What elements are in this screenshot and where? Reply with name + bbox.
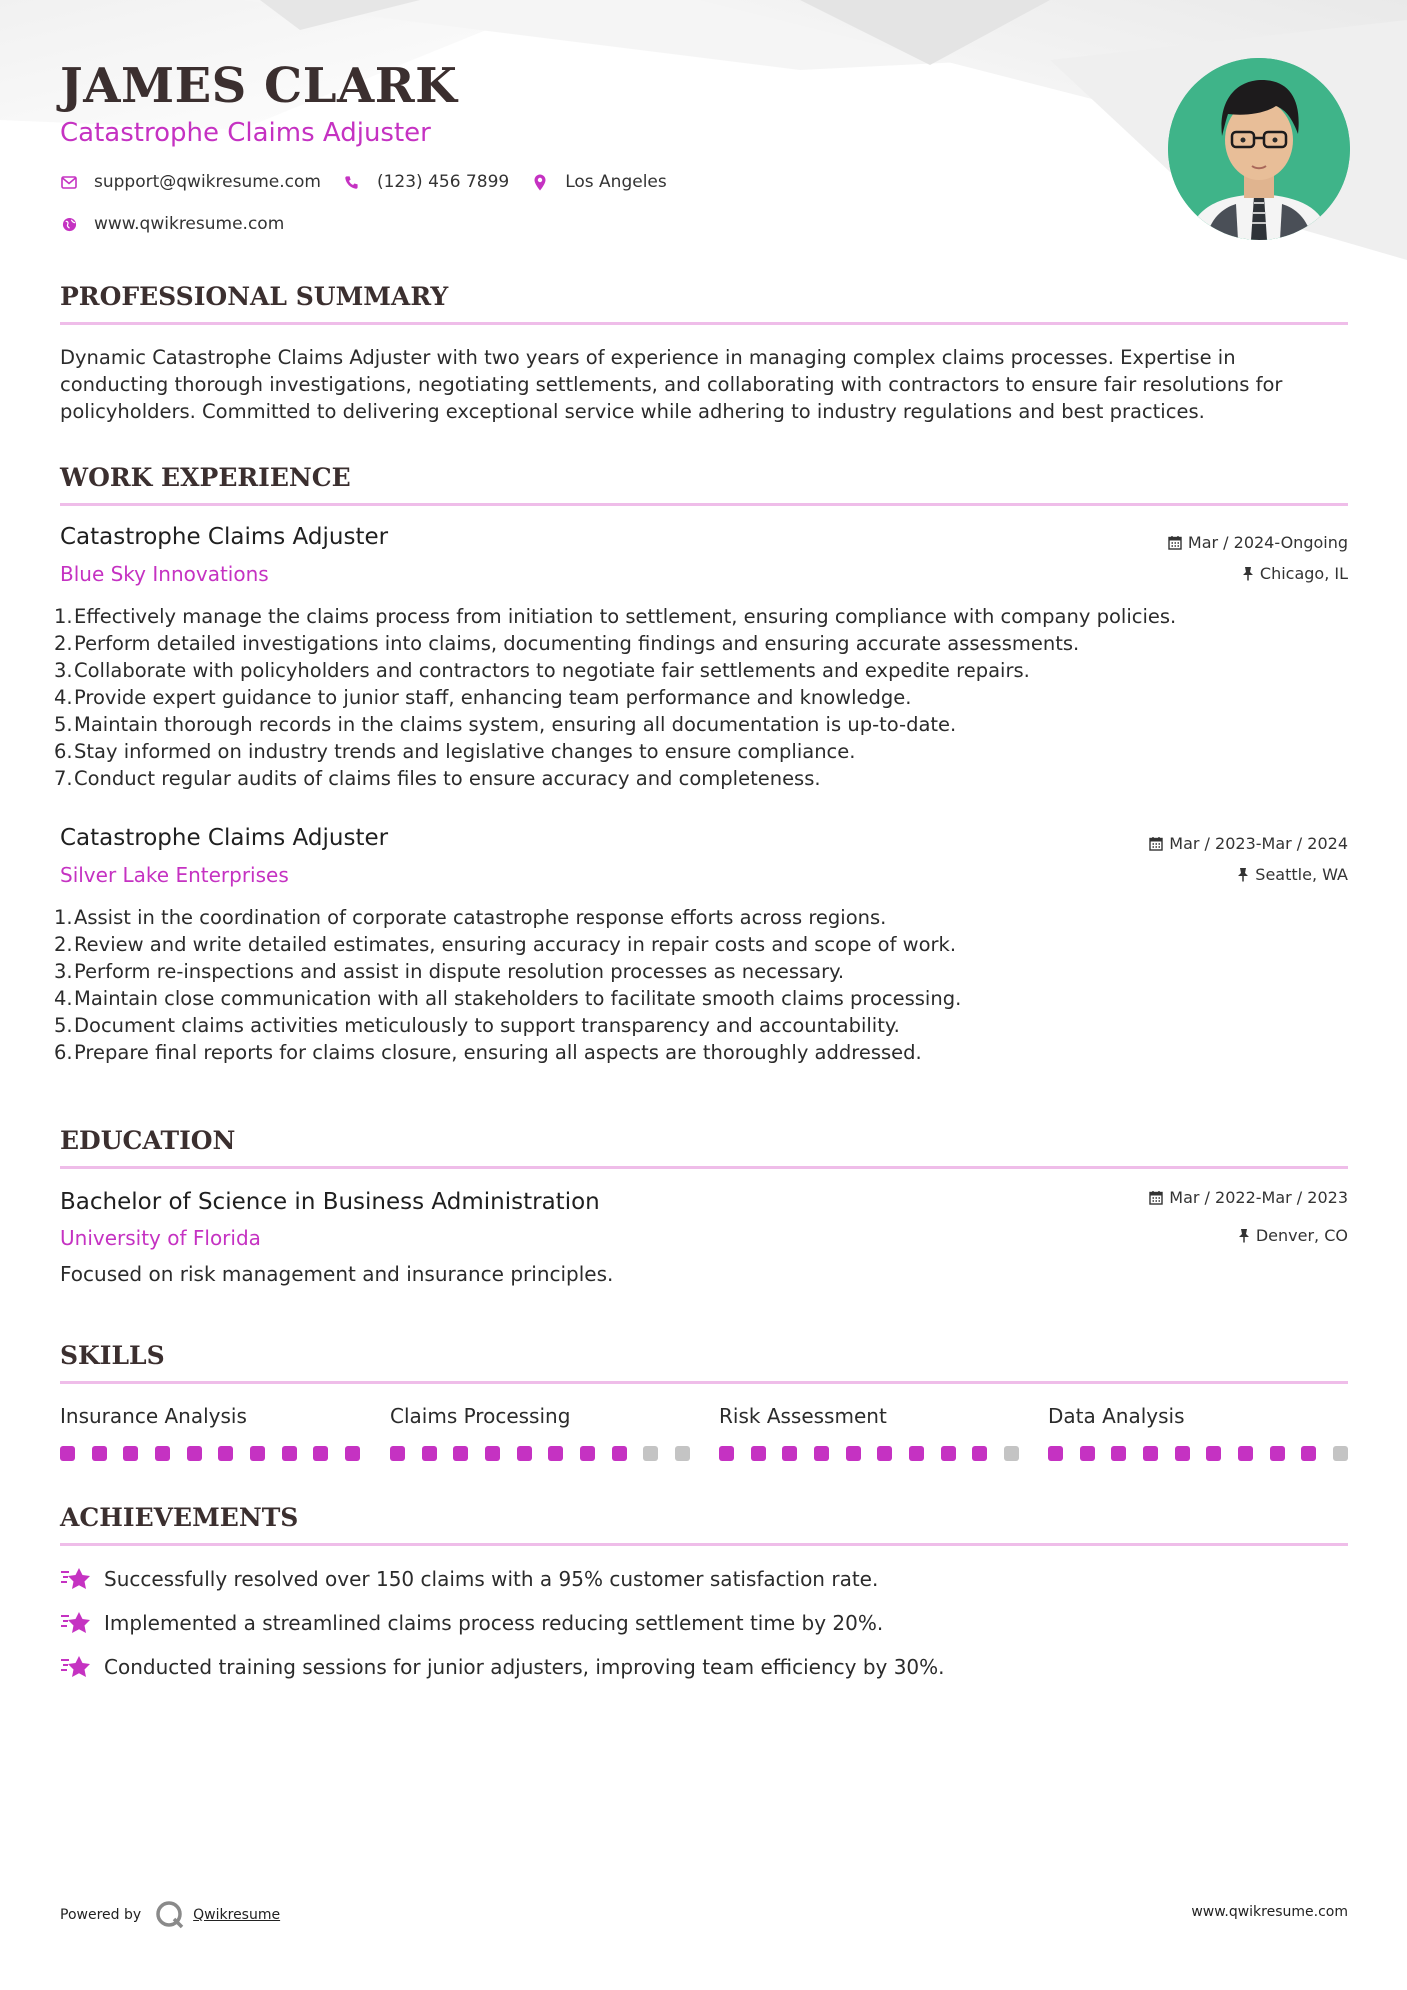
star-icon [60,1654,92,1680]
list-item: 1. Assist in the coordination of corporate catastrophe response efforts across regions. [54,906,887,929]
rating-dot-filled [422,1446,437,1461]
list-item: 6. Prepare final reports for claims closure, ensuring all aspects are thoroughly addressed. [54,1041,922,1064]
rating-dot-filled [390,1446,405,1461]
job-1-dates [1168,533,1348,552]
job-2-dates-text: Mar / 2023-Mar / 2024 [1169,834,1348,853]
achievements-heading: ACHIEVEMENTS [60,1503,299,1532]
rating-dot-filled [517,1446,532,1461]
skill-name: Risk Assessment [719,1404,887,1428]
rating-dot-filled [1206,1446,1221,1461]
profile-photo [1168,58,1350,240]
rating-dot-filled [123,1446,138,1461]
job-1-responsibilities [54,603,1348,792]
section-divider [60,503,1348,506]
bullet-text: Review and write detailed estimates, ensuring accuracy in repair costs and scope of work. [74,933,957,956]
bullet-text: Document claims activities meticulously to support transparency and accountability. [74,1014,900,1037]
list-item: 2. Perform detailed investigations into claims, documenting findings and ensuring accurate assessments. [54,632,1080,655]
star-icon [60,1566,92,1592]
rating-dot-filled [1143,1446,1158,1461]
contact-email[interactable] [60,172,321,192]
phone-text: (123) 456 7899 [376,172,510,192]
education-dates-text: Mar / 2022-Mar / 2023 [1169,1188,1348,1207]
rating-dot-filled [155,1446,170,1461]
education-degree: Bachelor of Science in Business Administration [60,1189,600,1215]
rating-dot-filled [751,1446,766,1461]
skill-name: Claims Processing [390,1404,571,1428]
rating-dot-filled [1111,1446,1126,1461]
contact-location [531,172,667,192]
calendar-icon [1149,836,1163,851]
star-icon [60,1610,92,1636]
footer-website[interactable]: www.qwikresume.com [1191,1904,1348,1920]
job-1-location [1242,564,1348,583]
job-2-location [1237,865,1348,884]
list-item: 3. Collaborate with policyholders and contractors to negotiate fair settlements and expedite repairs. [54,659,1030,682]
achievement-text: Successfully resolved over 150 claims with a 95% customer satisfaction rate. [104,1567,879,1591]
education-description: Focused on risk management and insurance principles. [60,1262,614,1286]
bullet-text: Conduct regular audits of claims files to ensure accuracy and completeness. [74,767,821,790]
contact-row [60,172,689,192]
bullet-text: Collaborate with policyholders and contractors to negotiate fair settlements and expedite repairs. [74,659,1030,682]
pushpin-icon [1242,566,1254,581]
rating-dot-filled [313,1446,328,1461]
bullet-text: Effectively manage the claims process from initiation to settlement, ensuring compliance with company policies. [74,605,1177,628]
bullet-text: Maintain thorough records in the claims system, ensuring all documentation is up-to-date. [74,713,957,736]
skill-name: Insurance Analysis [60,1404,247,1428]
education-dates [1149,1188,1348,1207]
rating-dot-filled [1080,1446,1095,1461]
location-text: Los Angeles [565,172,667,192]
pushpin-icon [1238,1228,1250,1243]
qwikresume-link[interactable]: Qwikresume [193,1907,281,1923]
education-location [1238,1226,1348,1245]
education-location-text: Denver, CO [1255,1226,1348,1245]
contact-phone[interactable] [343,172,509,192]
list-item: 4. Provide expert guidance to junior staff, enhancing team performance and knowledge. [54,686,912,709]
rating-dot-filled [972,1446,987,1461]
job-1-title: Catastrophe Claims Adjuster [60,524,389,550]
achievement-text: Conducted training sessions for junior adjusters, improving team efficiency by 30%. [104,1655,945,1679]
achievement-text: Implemented a streamlined claims process reducing settlement time by 20%. [104,1611,884,1635]
section-divider [60,322,1348,325]
list-item: 6. Stay informed on industry trends and legislative changes to ensure compliance. [54,740,856,763]
job-2-company: Silver Lake Enterprises [60,863,289,887]
rating-dot-empty [643,1446,658,1461]
rating-dot-empty [1333,1446,1348,1461]
calendar-icon [1149,1190,1163,1205]
job-1-location-text: Chicago, IL [1259,564,1348,583]
rating-dot-filled [782,1446,797,1461]
rating-dot-filled [1048,1446,1063,1461]
rating-dot-filled [345,1446,360,1461]
education-school: University of Florida [60,1226,261,1250]
achievement-item [60,1610,883,1636]
skill-rating [60,1446,360,1461]
bullet-text: Maintain close communication with all stakeholders to facilitate smooth claims processing. [74,987,962,1010]
rating-dot-filled [1270,1446,1285,1461]
list-item: 3. Perform re-inspections and assist in dispute resolution processes as necessary. [54,960,845,983]
bullet-text: Perform re-inspections and assist in dispute resolution processes as necessary. [74,960,845,983]
job-1-dates-text: Mar / 2024-Ongoing [1187,533,1348,552]
calendar-icon [1168,535,1182,550]
list-item: 2. Review and write detailed estimates, ensuring accuracy in repair costs and scope of work. [54,933,957,956]
job-2-dates [1149,834,1348,853]
education-heading: EDUCATION [60,1126,236,1155]
globe-icon [60,215,78,233]
bullet-text: Stay informed on industry trends and legislative changes to ensure compliance. [74,740,856,763]
bullet-text: Provide expert guidance to junior staff, enhancing team performance and knowledge. [74,686,912,709]
list-item: 4. Maintain close communication with all stakeholders to facilitate smooth claims processing. [54,987,962,1010]
bullet-text: Perform detailed investigations into claims, documenting findings and ensuring accurate assessments. [74,632,1080,655]
qwikresume-logo-icon [155,1900,185,1930]
rating-dot-filled [612,1446,627,1461]
rating-dot-filled [1238,1446,1253,1461]
phone-icon [343,173,361,191]
website-text: www.qwikresume.com [94,214,285,234]
list-item: 5. Document claims activities meticulously to support transparency and accountability. [54,1014,900,1037]
rating-dot-filled [719,1446,734,1461]
section-divider [60,1166,1348,1169]
job-2-responsibilities [54,904,1348,1066]
candidate-name: JAMES CLARK [60,58,458,114]
rating-dot-filled [187,1446,202,1461]
summary-heading: PROFESSIONAL SUMMARY [60,282,449,311]
skill-rating [719,1446,1019,1461]
envelope-icon [60,173,78,191]
rating-dot-filled [485,1446,500,1461]
rating-dot-filled [814,1446,829,1461]
rating-dot-filled [877,1446,892,1461]
resume-page [54,0,1348,1990]
contact-row-web [60,214,306,234]
rating-dot-filled [909,1446,924,1461]
rating-dot-filled [453,1446,468,1461]
skill-item [60,1404,360,1461]
experience-heading: WORK EXPERIENCE [60,463,351,492]
powered-by-text: Powered by [60,1907,142,1923]
list-item: 5. Maintain thorough records in the claims system, ensuring all documentation is up-to-date. [54,713,957,736]
skill-item [390,1404,690,1461]
contact-website[interactable] [60,214,284,234]
job-title: Catastrophe Claims Adjuster [60,118,431,148]
email-text: support@qwikresume.com [94,172,321,192]
rating-dot-filled [846,1446,861,1461]
rating-dot-filled [580,1446,595,1461]
bullet-text: Prepare final reports for claims closure, ensuring all aspects are thoroughly addressed. [74,1041,922,1064]
job-1-company: Blue Sky Innovations [60,562,269,586]
rating-dot-filled [60,1446,75,1461]
rating-dot-empty [1004,1446,1019,1461]
rating-dot-filled [282,1446,297,1461]
skill-item [719,1404,1019,1461]
footer-powered-by [60,1900,280,1930]
skill-rating [1048,1446,1348,1461]
rating-dot-filled [218,1446,233,1461]
rating-dot-empty [675,1446,690,1461]
rating-dot-filled [250,1446,265,1461]
section-divider [60,1543,1348,1546]
achievement-item [60,1654,945,1680]
rating-dot-filled [1301,1446,1316,1461]
rating-dot-filled [941,1446,956,1461]
pushpin-icon [1237,867,1249,882]
list-item: 1. Effectively manage the claims process from initiation to settlement, ensuring compliance with company policies. [54,605,1177,628]
bullet-text: Assist in the coordination of corporate catastrophe response efforts across regions. [74,906,887,929]
skill-item [1048,1404,1348,1461]
map-pin-icon [531,173,549,191]
job-2-location-text: Seattle, WA [1255,865,1348,884]
skill-rating [390,1446,690,1461]
skills-heading: SKILLS [60,1341,165,1370]
job-2-title: Catastrophe Claims Adjuster [60,825,389,851]
rating-dot-filled [1175,1446,1190,1461]
rating-dot-filled [548,1446,563,1461]
section-divider [60,1381,1348,1384]
summary-text: Dynamic Catastrophe Claims Adjuster with two years of experience in managing complex claims processes. Expertise in conducting thorough investigations, negotiating settlements, and collaborating with contractors to ensure fair resolutions for policyholders. Committed to delivering exceptional service while adhering to industry regulations and best practices. [60,346,1283,423]
skill-name: Data Analysis [1048,1404,1185,1428]
achievement-item [60,1566,878,1592]
rating-dot-filled [92,1446,107,1461]
list-item: 7. Conduct regular audits of claims files to ensure accuracy and completeness. [54,767,821,790]
